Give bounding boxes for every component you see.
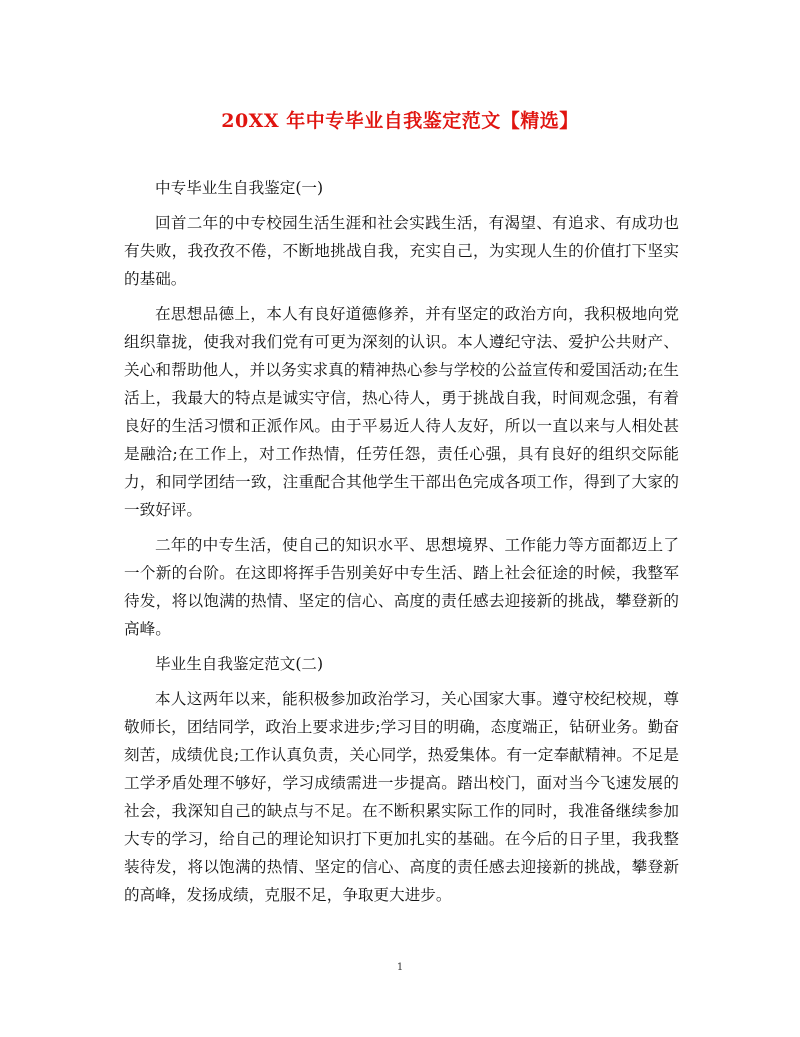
document-title: 20XX 年中专毕业自我鉴定范文【精选】 [221,110,579,132]
section-heading-2: 毕业生自我鉴定范文(二) [155,655,324,673]
paragraph: 二年的中专生活，使自己的知识水平、思想境界、工作能力等方面都迈上了一个新的台阶。在这即将挥手告别美好中专生活、踏上社会征途的时候，我整军待发，将以饱满的热情、坚定的信心、高度的责任感去迎接新的挑战，攀登新的高峰。 [124,536,679,638]
page-number: 1 [396,962,404,973]
paragraph: 回首二年的中专校园生活生涯和社会实践生活，有渴望、有追求、有成功也有失败，我孜孜不倦，不断地挑战自我，充实自己，为实现人生的价值打下坚实的基础。 [124,214,679,288]
paragraph: 在思想品德上，本人有良好道德修养，并有坚定的政治方向，我积极地向党组织靠拢，使我对我们党有可更为深刻的认识。本人遵纪守法、爱护公共财产、关心和帮助他人，并以务实求真的精神热心参与学校的公益宣传和爱国活动;在生活上，我最大的特点是诚实守信，热心待人，勇于挑战自我，时间观念强，有着良好的生活习惯和正派作风。由于平易近人待人友好，所以一直以来与人相处甚是融洽;在工作上，对工作热情，任劳任怨，责任心强，具有良好的组织交际能力，和同学团结一致，注重配合其他学生干部出色完成各项工作，得到了大家的一致好评。 [124,305,679,519]
paragraph: 本人这两年以来，能积极参加政治学习，关心国家大事。遵守校纪校规，尊敬师长，团结同学，政治上要求进步;学习目的明确，态度端正，钻研业务。勤奋刻苦，成绩优良;工作认真负责，关心同学，热爱集体。有一定奉献精神。不足是工学矛盾处理不够好，学习成绩需进一步提高。踏出校门，面对当今飞速发展的社会，我深知自己的缺点与不足。在不断积累实际工作的同时，我准备继续参加大专的学习，给自己的理论知识打下更加扎实的基础。在今后的日子里，我我整装待发，将以饱满的热情、坚定的信心、高度的责任感去迎接新的挑战，攀登新的高峰，发扬成绩，克服不足，争取更大进步。 [124,690,679,904]
section-heading-1: 中专毕业生自我鉴定(一) [155,179,324,197]
document-body [124,174,679,916]
